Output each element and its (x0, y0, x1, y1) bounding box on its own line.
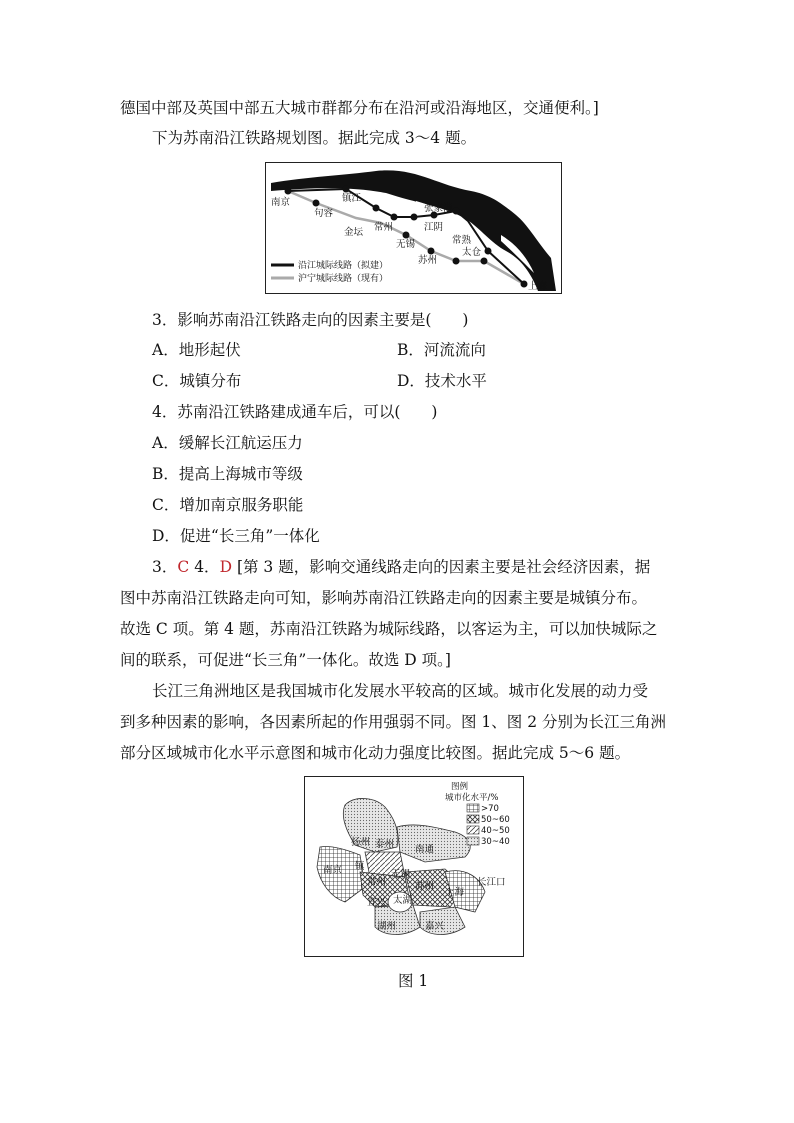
answer-q3: 3． (152, 558, 178, 576)
city-label: 江阴 (424, 222, 444, 233)
railway-map-svg (266, 163, 561, 293)
railway-map (265, 162, 562, 294)
question-4: 4．苏南沿江铁路建成通车后，可以( ) (152, 403, 438, 421)
option-3b: B．河流流向 (397, 341, 486, 359)
city-label: 金坛 (344, 227, 364, 238)
city-label: 常熟 (452, 235, 472, 246)
answer-d: D (219, 558, 232, 576)
explanation-line: 图中苏南沿江铁路走向可知，影响苏南沿江铁路走向的因素主要是城镇分布。 (120, 589, 648, 607)
region-label: 上海 (445, 887, 465, 898)
region-label: 长江口 (477, 877, 506, 888)
urbanization-map (304, 776, 524, 957)
paragraph-line: 德国中部及英国中部五大城市群都分布在沿河或沿海地区，交通便利。] (120, 99, 599, 117)
intro-line: 下为苏南沿江铁路规划图。据此完成 3～4 题。 (152, 129, 477, 147)
city-label: 常州 (374, 222, 394, 233)
region-label: 南通 (415, 844, 435, 855)
option-4d: D．促进“长三角”一体化 (152, 527, 320, 545)
legend-label: 沿江城际线路（拟建） (298, 261, 389, 271)
region-label: 宜兴 (367, 897, 387, 908)
option-4a: A．缓解长江航运压力 (152, 434, 303, 452)
option-3c: C．城镇分布 (152, 372, 242, 390)
figure-caption: 图 1 (398, 972, 429, 990)
city-label: 镇江 (342, 193, 362, 204)
city-label: 无锡 (396, 239, 416, 250)
option-4c: C．增加南京服务职能 (152, 496, 304, 514)
region-label: 嘉兴 (425, 921, 445, 932)
legend-item: 30~40 (481, 837, 510, 847)
answer-q4: 4． (194, 558, 220, 576)
legend-title: 图例 (451, 782, 469, 792)
city-label: 苏州 (418, 255, 438, 266)
explanation-line: 故选 C 项。第 4 题，苏南沿江铁路为城际线路，以客运为主，可以加快城际之 (120, 620, 658, 638)
answer-c: C (177, 558, 190, 576)
option-4b: B．提高上海城市等级 (152, 465, 303, 483)
option-3d: D．技术水平 (397, 372, 487, 390)
legend-label: 沪宁城际线路（现有） (298, 274, 389, 284)
intro-paragraph: 部分区域城市化水平示意图和城市化动力强度比较图。据此完成 5～6 题。 (120, 744, 631, 762)
legend-item: 50~60 (481, 815, 510, 825)
urbanization-map-svg (305, 777, 523, 956)
city-label: 张家港 (424, 203, 453, 214)
city-label: 句容 (314, 208, 334, 219)
legend-item: >70 (481, 804, 499, 814)
intro-paragraph: 到多种因素的影响，各因素所起的作用强弱不同。图 1、图 2 分别为长江三角洲 (120, 713, 667, 731)
answer-line (152, 557, 650, 577)
legend-subtitle: 城市化水平/% (445, 793, 499, 803)
region-label: 苏州 (415, 881, 435, 892)
region-label: 扬州 (351, 837, 371, 848)
region-label: 泰州 (375, 839, 395, 850)
intro-paragraph: 长江三角洲地区是我国城市化发展水平较高的区域。城市化发展的动力受 (152, 682, 649, 700)
city-label: 南京 (271, 197, 291, 208)
explanation-line: 间的联系，可促进“长三角”一体化。故选 D 项。] (120, 651, 451, 669)
region-label: 南京 (323, 865, 343, 876)
answer-explanation: [第 3 题，影响交通线路走向的因素主要是社会经济因素，据 (236, 558, 651, 576)
region-label: 湖州 (377, 921, 397, 932)
region-label: 常州 (367, 877, 387, 888)
option-3a: A．地形起伏 (152, 341, 241, 359)
region-label: 无锡 (391, 869, 411, 880)
legend-item: 40~50 (481, 826, 510, 836)
question-3: 3．影响苏南沿江铁路走向的因素主要是( ) (152, 311, 469, 329)
city-label: 太仓 (462, 247, 482, 258)
region-label: 太湖 (393, 895, 413, 906)
region-label: 镇 (355, 861, 365, 872)
city-label: 上海 (528, 281, 548, 292)
